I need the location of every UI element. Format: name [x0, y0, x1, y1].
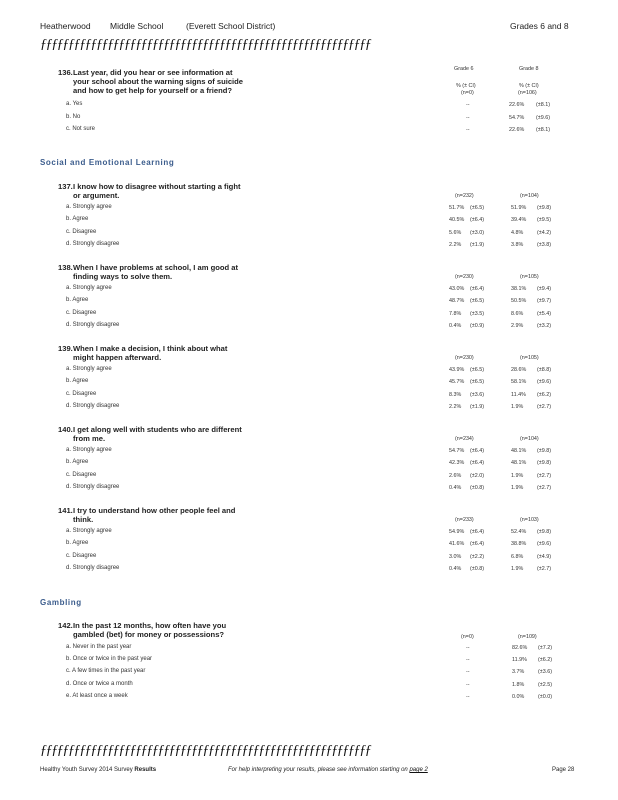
grade6-percent: --	[466, 102, 470, 108]
grade8-ci: (±2.7)	[537, 566, 552, 572]
grade6-ci: (±0.9)	[470, 323, 485, 329]
grade6-percent: --	[466, 669, 470, 675]
grade8-n: (n=105)	[520, 355, 539, 361]
grade6-percent: --	[466, 645, 470, 651]
answer-option: c. Disagree	[66, 553, 97, 559]
grade8-percent: 3.8%	[511, 242, 524, 248]
grade6-ci: (±6.4)	[470, 448, 485, 454]
grade8-ci: (±4.9)	[537, 554, 552, 560]
grade6-ci: (±3.6)	[470, 392, 485, 398]
answer-option: c. Disagree	[66, 310, 97, 316]
question-line: gambled (bet) for money or possessions?	[73, 630, 225, 640]
question-line: When I have problems at school, I am good at	[73, 263, 238, 272]
grade8-column-title: Grade 8	[519, 66, 539, 72]
answer-option: a. Strongly agree	[66, 528, 112, 534]
grade8-percent: 1.9%	[511, 485, 524, 491]
answer-option: b. No	[66, 114, 81, 120]
answer-option: c. Not sure	[66, 126, 96, 132]
question-line: I try to understand how other people feel and	[73, 506, 236, 515]
answer-option: d. Once or twice a month	[66, 681, 133, 687]
answer-option: c. Disagree	[66, 472, 97, 478]
grade8-ci: (±9.8)	[537, 460, 552, 466]
grade6-ci: (±6.5)	[470, 298, 485, 304]
grade8-percent: 38.1%	[511, 286, 527, 292]
grade6-ci: (±6.4)	[470, 286, 485, 292]
grade8-n: (n=104)	[520, 436, 539, 442]
grade6-percent: 42.3%	[449, 460, 465, 466]
grade8-ci: (±8.1)	[536, 127, 551, 133]
grade8-n: (n=109)	[518, 634, 537, 640]
question-line: In the past 12 months, how often have you	[73, 621, 227, 630]
grade8-percent: 1.9%	[511, 566, 524, 572]
grade6-ci: (±3.0)	[470, 230, 485, 236]
grade8-percent: 3.7%	[512, 669, 525, 675]
grade8-ci: (±7.2)	[538, 645, 553, 651]
answer-option: c. Disagree	[66, 229, 97, 235]
answer-option: a. Yes	[66, 101, 83, 107]
grade8-ci: (±3.8)	[537, 242, 552, 248]
grade8-percent: 54.7%	[509, 115, 525, 121]
answer-option: a. Never in the past year	[66, 644, 132, 650]
school-name: Heatherwood	[40, 21, 91, 31]
grade6-n: (n=232)	[455, 193, 474, 199]
grade6-percent: 5.6%	[449, 230, 462, 236]
question-line: I get along well with students who are different	[73, 425, 242, 434]
question-line: think.	[73, 515, 94, 525]
question-line: Last year, did you hear or see information at	[73, 68, 233, 77]
grade8-ci: (±9.8)	[537, 205, 552, 211]
grade8-ci: (±2.7)	[537, 485, 552, 491]
grade8-percent: 22.6%	[509, 102, 525, 108]
grade8-ci: (±2.7)	[537, 473, 552, 479]
grade8-ci: (±9.6)	[537, 541, 552, 547]
grade6-percent: 48.7%	[449, 298, 465, 304]
school-type: Middle School	[110, 21, 164, 31]
grade6-ci: (±6.5)	[470, 205, 485, 211]
grade6-percent: 0.4%	[449, 485, 462, 491]
grade8-ci: (±6.2)	[537, 392, 552, 398]
question-line: When I make a decision, I think about what	[73, 344, 228, 353]
grade6-ci: (±6.4)	[470, 460, 485, 466]
answer-option: b. Once or twice in the past year	[66, 656, 153, 662]
answer-option: a. Strongly agree	[66, 204, 112, 210]
question-line: might happen afterward.	[73, 353, 162, 363]
grade6-percent: 51.7%	[449, 205, 465, 211]
grade6-n: (n=230)	[455, 355, 474, 361]
grade8-percent: 22.6%	[509, 127, 525, 133]
grade6-percent: --	[466, 127, 470, 133]
answer-option: a. Strongly agree	[66, 366, 112, 372]
question-number: 140.	[58, 425, 73, 434]
grade6-column-sub: % (± CI)	[456, 83, 476, 89]
footer-results-label: Results	[134, 767, 157, 773]
section-heading-gambling: Gambling	[40, 598, 82, 607]
question-line: or argument.	[73, 191, 120, 201]
grade6-ci: (±1.9)	[470, 404, 485, 410]
grade8-column-n: (n=106)	[518, 90, 537, 96]
grade6-ci: (±6.4)	[470, 217, 485, 223]
answer-option: d. Strongly disagree	[66, 565, 120, 571]
question-140	[58, 425, 278, 443]
grade6-ci: (±3.5)	[470, 311, 485, 317]
answer-option: b. Agree	[66, 297, 89, 303]
grade8-percent: 6.8%	[511, 554, 524, 560]
answer-option: e. At least once a week	[66, 693, 128, 699]
grade8-ci: (±0.0)	[538, 694, 553, 700]
grade6-percent: 54.9%	[449, 529, 465, 535]
footer-help-line: For help interpreting your results, please see information starting on	[228, 767, 408, 773]
question-line: finding ways to solve them.	[73, 272, 173, 282]
grade6-percent: --	[466, 694, 470, 700]
grade6-percent: 0.4%	[449, 323, 462, 329]
grade8-ci: (±8.1)	[536, 102, 551, 108]
answer-option: d. Strongly disagree	[66, 484, 120, 490]
grade8-ci: (±2.5)	[538, 682, 553, 688]
grade8-ci: (±4.2)	[537, 230, 552, 236]
grade6-ci: (±6.5)	[470, 367, 485, 373]
question-line: your school about the warning signs of suicide	[73, 77, 244, 87]
grade8-percent: 11.4%	[511, 392, 526, 398]
grade8-percent: 1.8%	[512, 682, 525, 688]
grade8-ci: (±9.7)	[537, 298, 552, 304]
question-line: and how to get help for yourself or a friend?	[73, 86, 233, 96]
grade6-ci: (±6.5)	[470, 379, 485, 385]
question-line: from me.	[73, 434, 106, 444]
grade8-percent: 50.5%	[511, 298, 527, 304]
grade6-ci: (±1.9)	[470, 242, 485, 248]
question-136	[58, 68, 278, 96]
grade8-percent: 51.9%	[511, 205, 527, 211]
question-number: 139.	[58, 344, 73, 353]
grade8-percent: 38.8%	[511, 541, 527, 547]
page-2-link[interactable]: page 2	[409, 767, 428, 773]
grade8-ci: (±9.4)	[537, 286, 552, 292]
answer-option: a. Strongly agree	[66, 285, 112, 291]
grade6-percent: 43.0%	[449, 286, 465, 292]
grade6-ci: (±0.8)	[470, 566, 485, 572]
answer-option: b. Agree	[66, 378, 89, 384]
grade8-percent: 11.9%	[512, 657, 527, 663]
footer-survey-label	[40, 767, 156, 773]
answer-option: c. A few times in the past year	[66, 668, 146, 674]
grade8-ci: (±6.2)	[538, 657, 553, 663]
grade6-ci: (±6.4)	[470, 529, 485, 535]
grade6-percent: 7.8%	[449, 311, 462, 317]
grade8-percent: 52.4%	[511, 529, 527, 535]
answer-option: b. Agree	[66, 216, 89, 222]
grade6-ci: (±0.8)	[470, 485, 485, 491]
question-line: I know how to disagree without starting a fight	[73, 182, 241, 191]
grade6-ci: (±6.4)	[470, 541, 485, 547]
bottom-divider: ƒƒƒƒƒƒƒƒƒƒƒƒƒƒƒƒƒƒƒƒƒƒƒƒƒƒƒƒƒƒƒƒƒƒƒƒƒƒƒƒƒƒƒƒƒƒƒƒƒƒƒƒƒƒƒƒƒƒƒ	[40, 744, 371, 758]
grade8-percent: 8.6%	[511, 311, 524, 317]
grade8-percent: 1.9%	[511, 473, 524, 479]
answer-option: b. Agree	[66, 540, 89, 546]
grade6-percent: 2.2%	[449, 404, 462, 410]
grade8-percent: 0.0%	[512, 694, 525, 700]
answer-option: b. Agree	[66, 459, 89, 465]
grade8-ci: (±3.2)	[537, 323, 552, 329]
grade8-percent: 1.9%	[511, 404, 524, 410]
grade8-ci: (±5.4)	[537, 311, 552, 317]
grade6-percent: 2.6%	[449, 473, 462, 479]
question-138	[58, 263, 278, 281]
question-number: 138.	[58, 263, 73, 272]
grade8-percent: 82.6%	[512, 645, 528, 651]
grade8-ci: (±9.5)	[537, 217, 552, 223]
question-142	[58, 621, 278, 639]
grade8-percent: 4.8%	[511, 230, 524, 236]
grade8-ci: (±2.7)	[537, 404, 552, 410]
grade6-ci: (±2.0)	[470, 473, 485, 479]
grade8-n: (n=105)	[520, 274, 539, 280]
grade8-n: (n=104)	[520, 193, 539, 199]
grade8-ci: (±8.8)	[537, 367, 552, 373]
grade8-percent: 48.1%	[511, 448, 527, 454]
grade6-percent: --	[466, 115, 470, 121]
grade8-n: (n=103)	[520, 517, 539, 523]
grade6-percent: 40.5%	[449, 217, 465, 223]
grade6-percent: 54.7%	[449, 448, 465, 454]
grade6-percent: 45.7%	[449, 379, 465, 385]
question-number: 137.	[58, 182, 73, 191]
grade6-percent: --	[466, 657, 470, 663]
grade6-ci: (±2.2)	[470, 554, 485, 560]
grade6-percent: 0.4%	[449, 566, 462, 572]
grade6-n: (n=233)	[455, 517, 474, 523]
footer-help-text	[228, 767, 428, 773]
question-141	[58, 506, 278, 524]
grade6-percent: --	[466, 682, 470, 688]
answer-option: c. Disagree	[66, 391, 97, 397]
section-heading-sel: Social and Emotional Learning	[40, 158, 175, 167]
grade8-percent: 39.4%	[511, 217, 527, 223]
grade8-ci: (±9.8)	[537, 448, 552, 454]
grade6-n: (n=0)	[461, 634, 474, 640]
question-139	[58, 344, 278, 362]
grade8-percent: 2.9%	[511, 323, 524, 329]
top-divider: ƒƒƒƒƒƒƒƒƒƒƒƒƒƒƒƒƒƒƒƒƒƒƒƒƒƒƒƒƒƒƒƒƒƒƒƒƒƒƒƒƒƒƒƒƒƒƒƒƒƒƒƒƒƒƒƒƒƒƒ	[40, 38, 371, 52]
grade6-percent: 2.2%	[449, 242, 462, 248]
grade6-n: (n=230)	[455, 274, 474, 280]
grade8-ci: (±9.6)	[536, 115, 551, 121]
question-137	[58, 182, 278, 200]
grade8-column-sub: % (± CI)	[519, 83, 539, 89]
grade8-ci: (±3.6)	[538, 669, 553, 675]
answer-option: d. Strongly disagree	[66, 403, 120, 409]
grade6-percent: 41.6%	[449, 541, 465, 547]
answer-option: a. Strongly agree	[66, 447, 112, 453]
answer-option: d. Strongly disagree	[66, 241, 120, 247]
grade8-percent: 28.6%	[511, 367, 527, 373]
grade6-column-n: (n=0)	[461, 90, 474, 96]
question-number: 141.	[58, 506, 73, 515]
question-number: 136.	[58, 68, 73, 77]
question-number: 142.	[58, 621, 73, 630]
grade8-percent: 58.1%	[511, 379, 527, 385]
grade8-percent: 48.1%	[511, 460, 527, 466]
answer-option: d. Strongly disagree	[66, 322, 120, 328]
grade6-n: (n=234)	[455, 436, 474, 442]
grades-label: Grades 6 and 8	[510, 21, 569, 31]
grade8-ci: (±9.8)	[537, 529, 552, 535]
grade6-percent: 43.9%	[449, 367, 465, 373]
footer-survey-text: Healthy Youth Survey 2014 Survey	[40, 767, 133, 773]
grade8-ci: (±9.6)	[537, 379, 552, 385]
district-name: (Everett School District)	[186, 21, 276, 31]
grade6-percent: 8.3%	[449, 392, 462, 398]
page-number: Page 28	[552, 767, 575, 773]
grade6-column-title: Grade 6	[454, 66, 474, 72]
grade6-percent: 3.0%	[449, 554, 462, 560]
